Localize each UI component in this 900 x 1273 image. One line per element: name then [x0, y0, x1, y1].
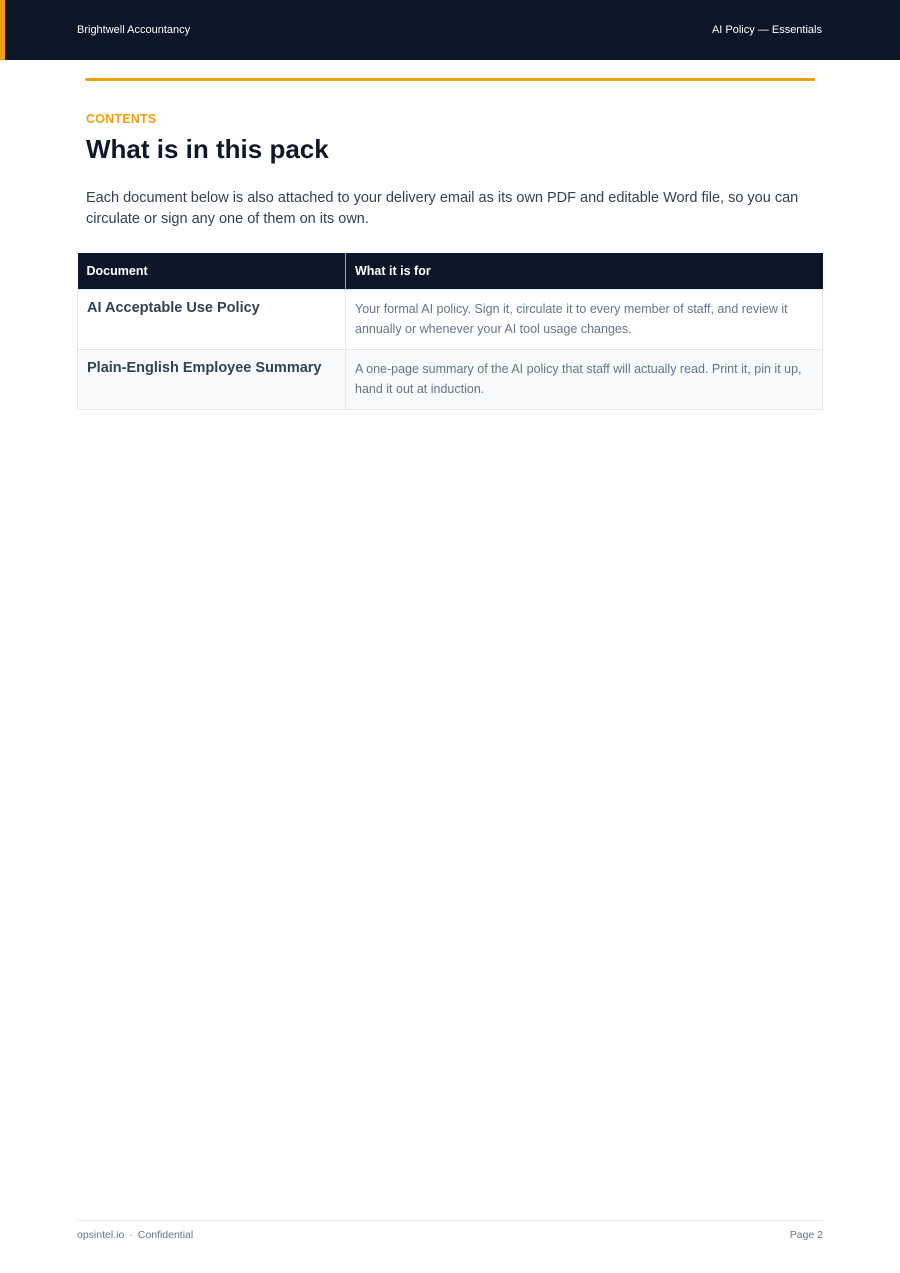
document-name: AI Acceptable Use Policy — [87, 299, 260, 316]
footer-site: opsintel.io — [77, 1229, 125, 1241]
page-number: Page 2 — [789, 1229, 823, 1241]
footer-confidential-label: Confidential — [137, 1229, 194, 1241]
table-row — [78, 349, 823, 409]
company-name: Brightwell Accountancy — [77, 24, 191, 36]
footer-separator: · — [129, 1229, 133, 1241]
accent-divider — [85, 78, 815, 81]
document-cell — [78, 349, 346, 409]
purpose-cell — [346, 349, 823, 409]
document-name: Plain-English Employee Summary — [87, 359, 322, 376]
document-title: AI Policy — Essentials — [711, 24, 822, 36]
document-purpose: Your formal AI policy. Sign it, circulate it to every member of staff, and review it annually or whenever your AI tool usage changes. — [355, 301, 788, 336]
footer-divider — [77, 1220, 823, 1221]
document-purpose: A one-page summary of the AI policy that staff will actually read. Print it, pin it up, hand it out at induction. — [355, 361, 802, 396]
page-footer-left — [77, 1229, 193, 1241]
page-title: What is in this pack — [86, 134, 329, 164]
page-header — [0, 0, 900, 60]
table-header-row — [78, 253, 823, 289]
document-cell — [78, 289, 346, 349]
table-row — [78, 289, 823, 349]
section-eyebrow: CONTENTS — [86, 112, 157, 126]
contents-table — [77, 253, 823, 410]
purpose-cell — [346, 289, 823, 349]
column-header-purpose: What it is for — [346, 253, 823, 289]
header-accent-bar — [0, 0, 5, 60]
intro-paragraph: Each document below is also attached to your delivery email as its own PDF and editable Word file, so you can circulate or sign any one of them on its own. — [86, 190, 799, 227]
column-header-document: Document — [78, 253, 346, 289]
